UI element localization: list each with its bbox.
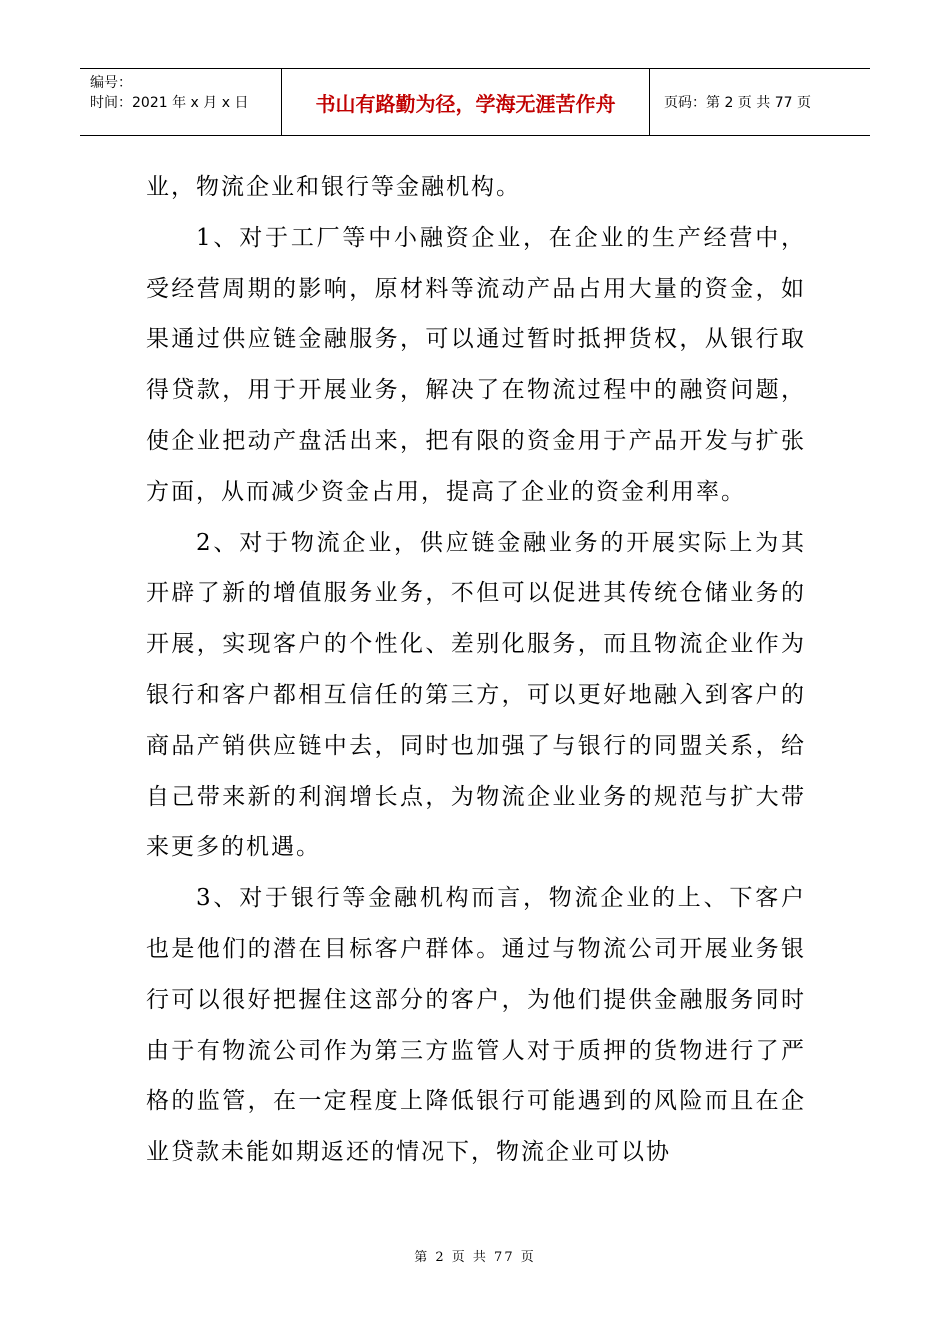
paragraph-1: 1、对于工厂等中小融资企业，在企业的生产经营中，受经营周期的影响，原材料等流动产品占用大量的资金，如果通过供应链金融服务，可以通过暂时抵押货权，从银行取得贷款，用于开展业务，解决了在物流过程中的融资问题，使企业把动产盘活出来，把有限的资金用于产品开发与扩张方面，从而减少资金占用，提高了企业的资金利用率。 bbox=[146, 224, 806, 505]
paragraph-3: 3、对于银行等金融机构而言，物流企业的上、下客户也是他们的潜在目标客户群体。通过与物流公司开展业务银行可以很好把握住这部分的客户，为他们提供金融服务同时由于有物流公司作为第三方监管人对于质押的货物进行了严格的监管，在一定程度上降低银行可能遇到的风险而且在企业贷款未能如期返还的情况下，物流企业可以协 bbox=[146, 885, 806, 1166]
paragraph-continuation: 业，物流企业和银行等金融机构。 bbox=[146, 174, 521, 200]
time-label: 时间：2021 年 x 月 x 日 bbox=[90, 95, 249, 111]
header-motto: 书山有路勤为径，学海无涯苦作舟 bbox=[282, 69, 650, 135]
paragraph-2: 2、对于物流企业，供应链金融业务的开展实际上为其开辟了新的增值服务业务，不但可以促进其传统仓储业务的开展，实现客户的个性化、差别化服务，而且物流企业作为银行和客户都相互信任的第三方，可以更好地融入到客户的商品产销供应链中去，同时也加强了与银行的同盟关系，给自己带来新的利润增长点，为物流企业业务的规范与扩大带来更多的机遇。 bbox=[146, 529, 806, 861]
number-label: 编号： bbox=[90, 75, 132, 91]
document-header bbox=[80, 68, 870, 136]
header-meta bbox=[80, 69, 282, 135]
page-footer: 第 2 页 共 77 页 bbox=[414, 1250, 536, 1265]
header-page-label: 页码：第 2 页 共 77 页 bbox=[664, 95, 811, 111]
document-body bbox=[146, 162, 806, 1178]
